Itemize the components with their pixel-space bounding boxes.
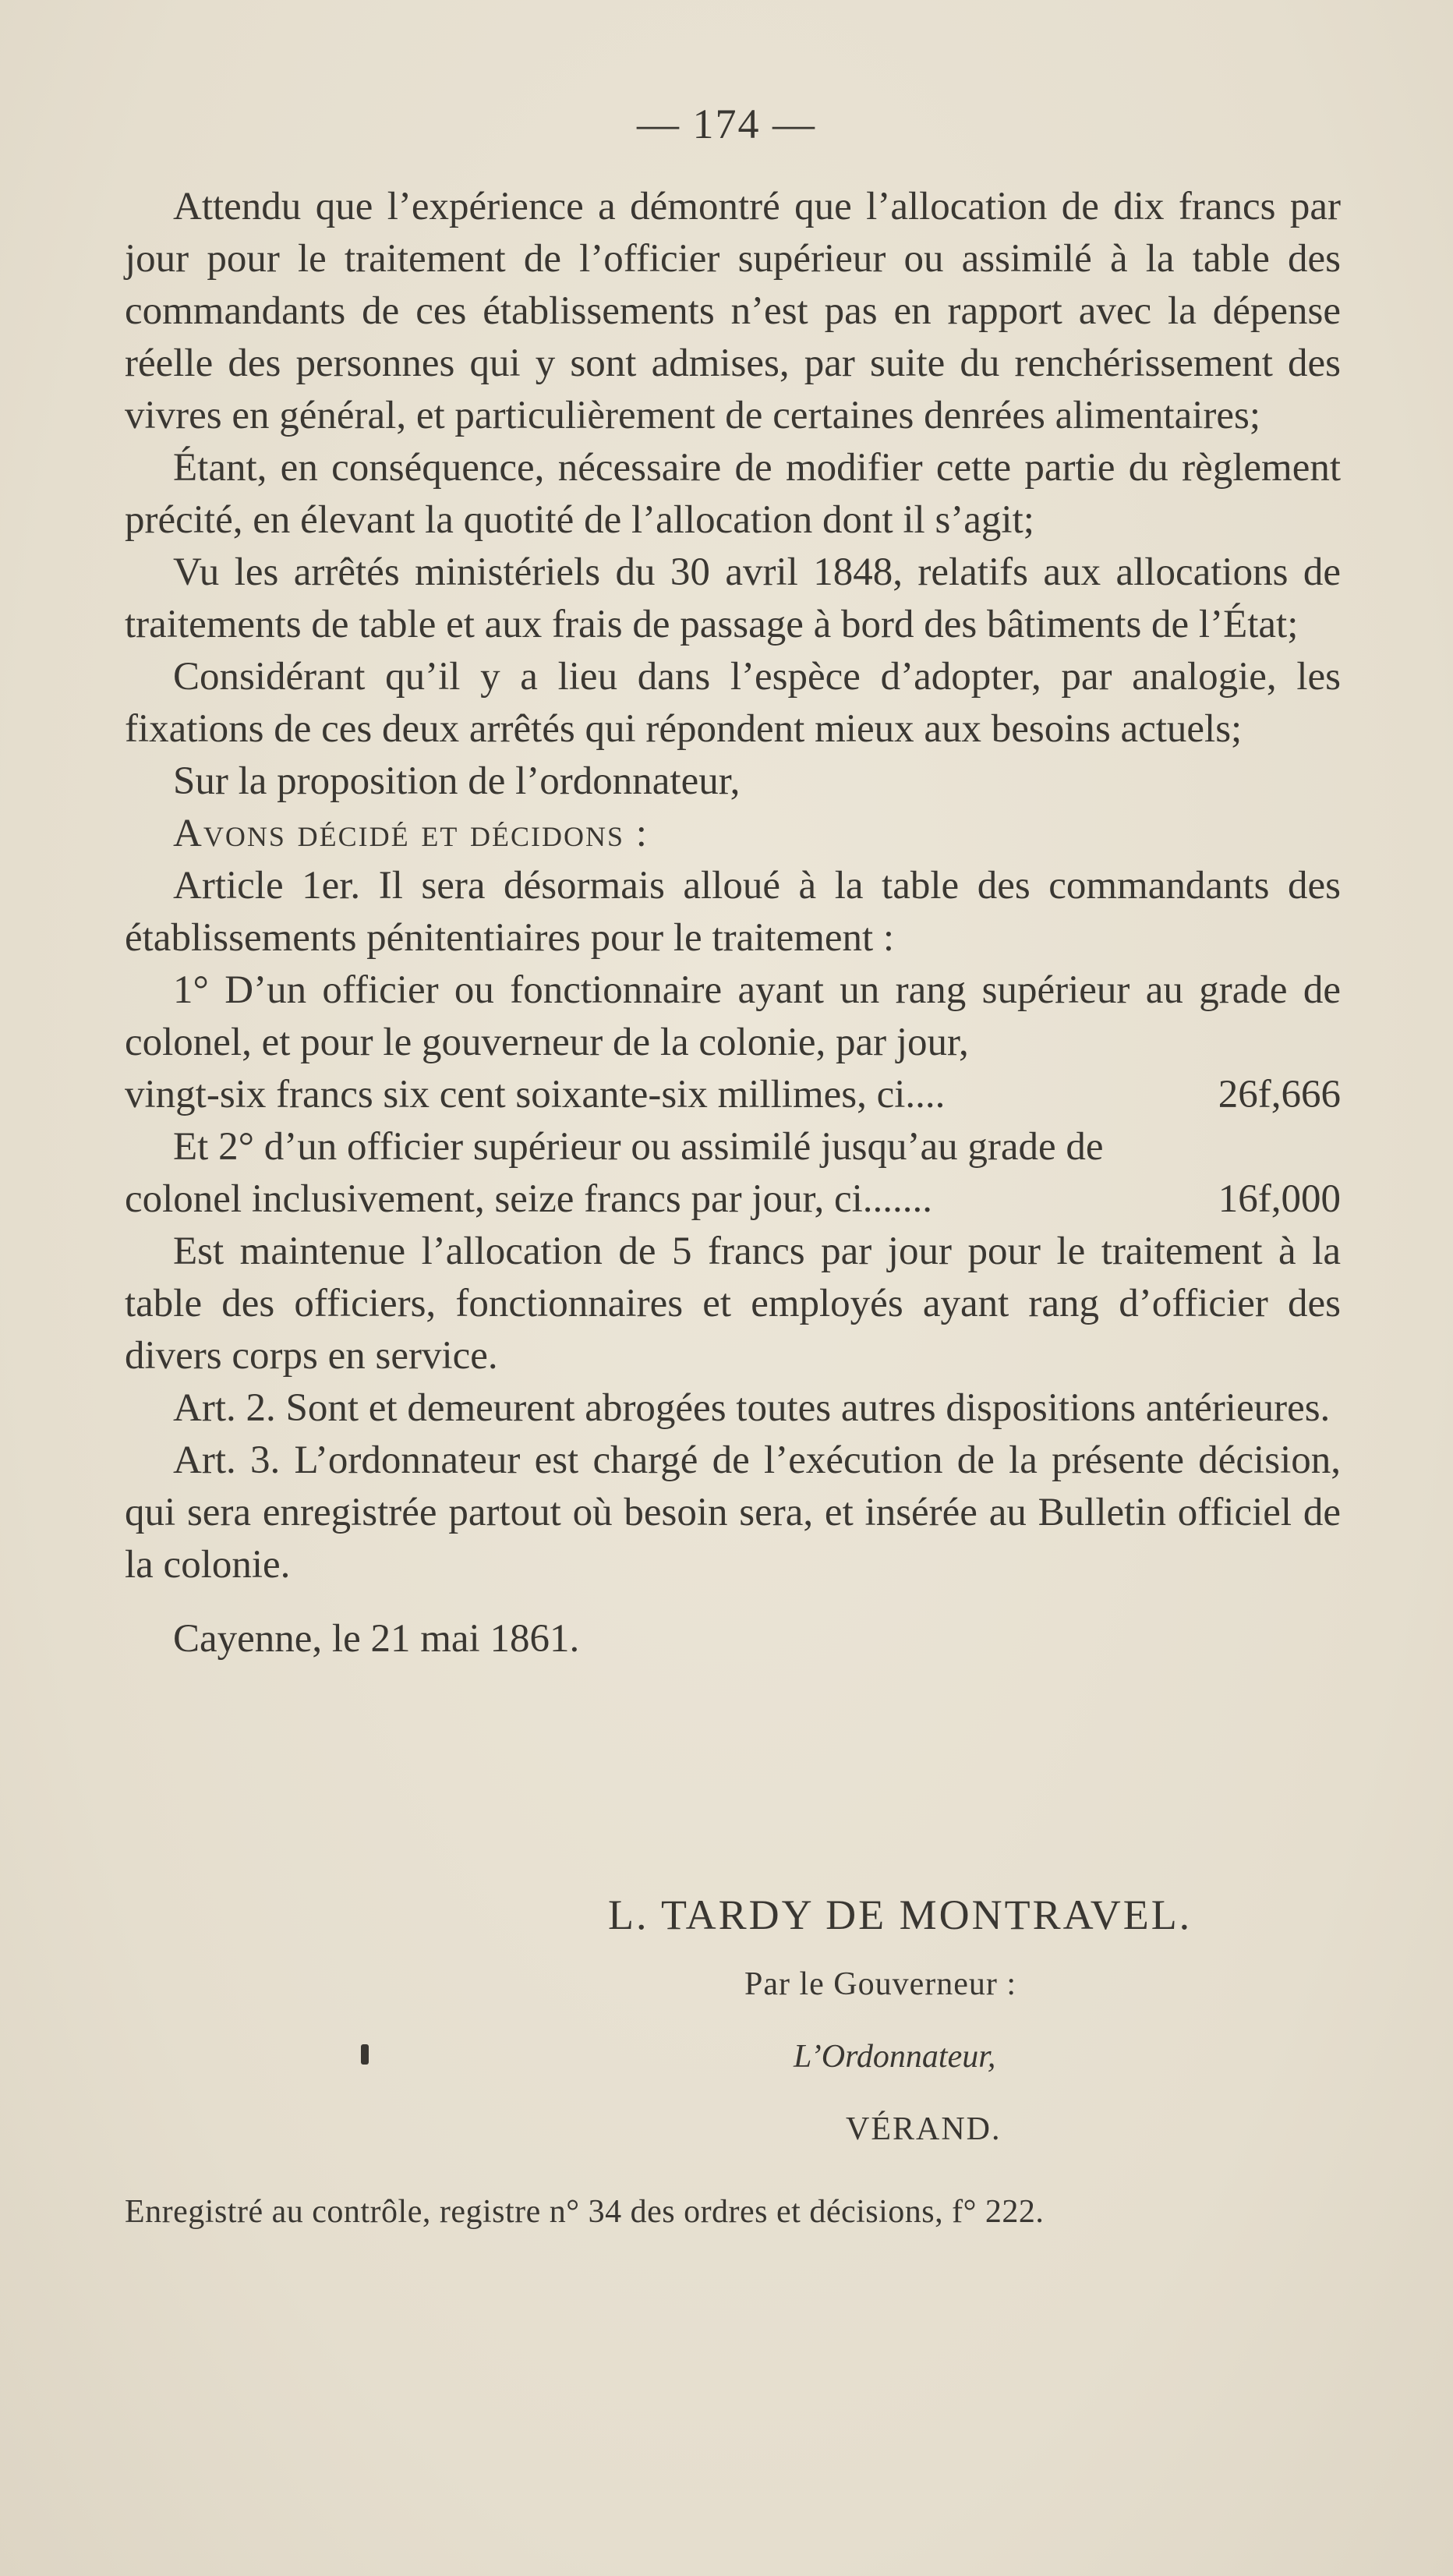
item-1-last-line: vingt-six francs six cent soixante-six millimes, ci.... bbox=[125, 1073, 946, 1116]
paragraph-maintenue: Est maintenue l’allocation de 5 francs par jour pour le traitement à la table des officiers, fonctionnaires et employés ayant rang d’officier des divers corps en service. bbox=[125, 1230, 1341, 1378]
heading-avons-decide: Avons décidé et décidons : bbox=[173, 812, 649, 855]
item-1-amount: 26f,666 bbox=[1218, 1073, 1341, 1116]
registration-note: Enregistré au contrôle, registre n° 34 des ordres et décisions, f° 222. bbox=[125, 2194, 1045, 2230]
signer-name: L. TARDY DE MONTRAVEL. bbox=[608, 1891, 1193, 1938]
paragraph-etant: Étant, en conséquence, nécessaire de modifier cette partie du règlement précité, en élevant la quotité de l’allocation dont il s’agit; bbox=[125, 446, 1341, 542]
paragraph-considerant: Considérant qu’il y a lieu dans l’espèce d’adopter, par analogie, les fixations de ces deux arrêtés qui répondent mieux aux besoins actuels; bbox=[125, 655, 1341, 751]
ink-mark bbox=[361, 2044, 369, 2065]
paragraph-vu: Vu les arrêtés ministériels du 30 avril 1848, relatifs aux allocations de traitements de table et aux frais de passage à bord des bâtiments de l’État; bbox=[125, 550, 1341, 646]
article-3: Art. 3. L’ordonnateur est chargé de l’exécution de la présente décision, qui sera enregistrée partout où besoin sera, et insérée au Bulletin officiel de la colonie. bbox=[125, 1438, 1341, 1587]
countersigner-name: VÉRAND. bbox=[846, 2111, 1002, 2147]
by-governor-line: Par le Gouverneur : bbox=[744, 1966, 1017, 2002]
item-2-amount: 16f,000 bbox=[1218, 1177, 1341, 1221]
page-number: — 174 — bbox=[637, 101, 816, 147]
decision-body bbox=[125, 181, 1341, 1665]
article-2: Art. 2. Sont et demeurent abrogées toutes autres dispositions antérieures. bbox=[173, 1386, 1331, 1430]
date-line: Cayenne, le 21 mai 1861. bbox=[173, 1617, 580, 1661]
item-2-amount-line bbox=[125, 1173, 1341, 1226]
item-2-text: Et 2° d’un officier supérieur ou assimilé jusqu’au grade de bbox=[173, 1125, 1104, 1169]
item-1-amount-line bbox=[125, 1069, 1341, 1121]
ordonnateur-title: L’Ordonnateur, bbox=[794, 2039, 996, 2075]
item-2-last-line: colonel inclusivement, seize francs par jour, ci....... bbox=[125, 1177, 933, 1221]
item-1-text: 1° D’un officier ou fonctionnaire ayant un rang supérieur au grade de colonel, et pour le gouverneur de la colonie, par jour, bbox=[125, 968, 1341, 1064]
paragraph-attendu: Attendu que l’expérience a démontré que l’allocation de dix francs par jour pour le traitement de l’officier supérieur ou assimilé à la table des commandants de ces établissements n’est pas en rapport avec la dépense réelle des personnes qui y sont admises, par suite du renchérissement des vivres en général, et particulièrement de certaines denrées alimentaires; bbox=[125, 185, 1341, 437]
paragraph-proposition: Sur la proposition de l’ordonnateur, bbox=[173, 759, 741, 803]
article-1: Article 1er. Il sera désormais alloué à la table des commandants des établissements pénitentiaires pour le traitement : bbox=[125, 864, 1341, 960]
